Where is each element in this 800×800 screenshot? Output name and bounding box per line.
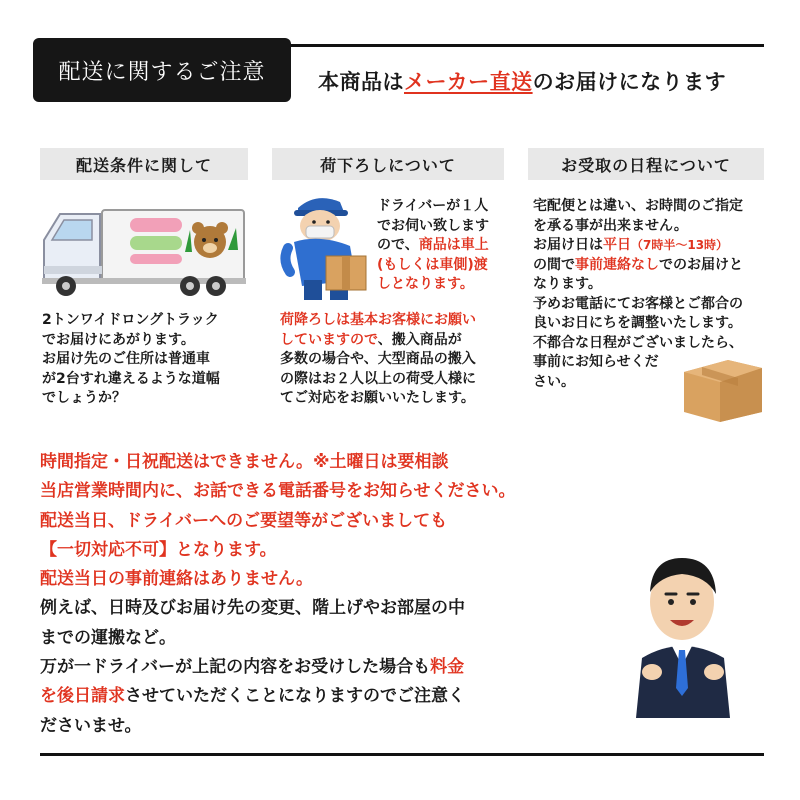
- text-line: の際はお２人以上の荷受人様に: [280, 370, 476, 387]
- notice-line: [40, 682, 516, 711]
- text-highlight: 商品は車上: [418, 237, 489, 253]
- text-line: でお伺い致します: [377, 217, 489, 234]
- notice-line: 配送当日の事前連絡はありません。: [40, 569, 314, 590]
- text-fragment: 万が一ドライバーが上記の内容をお受けした場合も: [40, 657, 431, 678]
- text-highlight: (もしくは車側)渡: [377, 256, 488, 273]
- text-line: を承る事が出来ません。: [533, 217, 688, 234]
- text-line: [533, 256, 743, 276]
- text-highlight: 事前連絡なし: [575, 256, 659, 273]
- text-fragment: でのお届けと: [659, 256, 743, 273]
- text-line: 予めお電話にてお客様とご都合の: [533, 295, 743, 312]
- truck-icon: [40, 200, 250, 300]
- notice-line: 例えば、日時及びお届け先の変更、階上げやお部屋の中: [40, 598, 465, 619]
- text-highlight: 料金: [430, 657, 465, 678]
- text-line: 不都合な日程がございましたら、: [533, 334, 743, 351]
- headline-highlight: メーカー直送: [404, 70, 533, 94]
- delivery-conditions-text: [42, 311, 220, 409]
- delivery-worker-icon: [276, 190, 372, 302]
- businessman-icon: [630, 538, 736, 718]
- section-heading-delivery: 配送条件に関して: [40, 148, 248, 180]
- text-line: が2台すれ違えるような道幅: [42, 370, 220, 387]
- headline-post: のお届けになります: [532, 70, 727, 94]
- notice-block: [40, 448, 516, 741]
- text-line: 宅配便とは違い、お時間のご指定: [533, 198, 743, 214]
- text-line: [280, 331, 476, 351]
- notice-line: 当店営業時間内に、お話できる電話番号をお知らせください。: [40, 481, 516, 502]
- text-fragment: させていただくことになりますのでご注意く: [125, 686, 465, 707]
- text-line: 良いお日にちを調整いたします。: [533, 315, 742, 331]
- notice-line: ださいませ。: [40, 715, 142, 736]
- text-highlight: 荷降ろしは基本お客様にお願い: [280, 312, 476, 328]
- text-line: さい。: [533, 373, 575, 390]
- notice-line: 【一切対応不可】となります。: [40, 539, 277, 560]
- text-fragment: お届け日は: [533, 237, 603, 253]
- text-highlight: （7時半〜13時）: [631, 238, 729, 252]
- text-line: てご対応をお願いいたします。: [280, 390, 475, 406]
- bottom-divider: [40, 753, 764, 756]
- notice-line: 時間指定・日祝配送はできません。※土曜日は要相談: [40, 452, 449, 472]
- text-highlight: を後日請求: [40, 686, 125, 707]
- text-line: 2トンワイドロングトラック: [42, 312, 219, 328]
- text-line: ドライバーが１人: [377, 198, 489, 214]
- notice-line: までの運搬など。: [40, 627, 176, 648]
- text-highlight: しとなります。: [377, 276, 474, 292]
- page-title: 配送に関するご注意: [33, 38, 291, 102]
- text-line: 多数の場合や、大型商品の搬入: [280, 351, 476, 367]
- text-fragment: ので、: [377, 237, 419, 253]
- text-line: [533, 236, 743, 256]
- text-line: でお届けにあがります。: [42, 331, 195, 348]
- notice-line: 配送当日、ドライバーへのご要望等がございましても: [40, 510, 448, 531]
- unloading-top-text: [377, 197, 489, 295]
- unloading-bottom-text: [280, 311, 476, 409]
- headline: [318, 66, 726, 96]
- cardboard-box-icon: [680, 352, 766, 424]
- text-line: 事前にお知らせくだ: [533, 354, 659, 370]
- text-fragment: の間で: [533, 256, 575, 273]
- text-line: なります。: [533, 276, 602, 292]
- text-line: [377, 236, 489, 256]
- notice-line: [40, 653, 516, 682]
- text-fragment: 、搬入商品が: [377, 331, 462, 348]
- text-line: でしょうか？: [42, 390, 126, 406]
- section-heading-schedule: お受取の日程について: [528, 148, 764, 180]
- text-highlight: 平日: [603, 237, 631, 253]
- section-heading-unloading: 荷下ろしについて: [272, 148, 504, 180]
- headline-pre: 本商品は: [318, 70, 404, 94]
- text-line: お届け先のご住所は普通車: [42, 351, 210, 367]
- text-highlight: していますので: [280, 331, 378, 348]
